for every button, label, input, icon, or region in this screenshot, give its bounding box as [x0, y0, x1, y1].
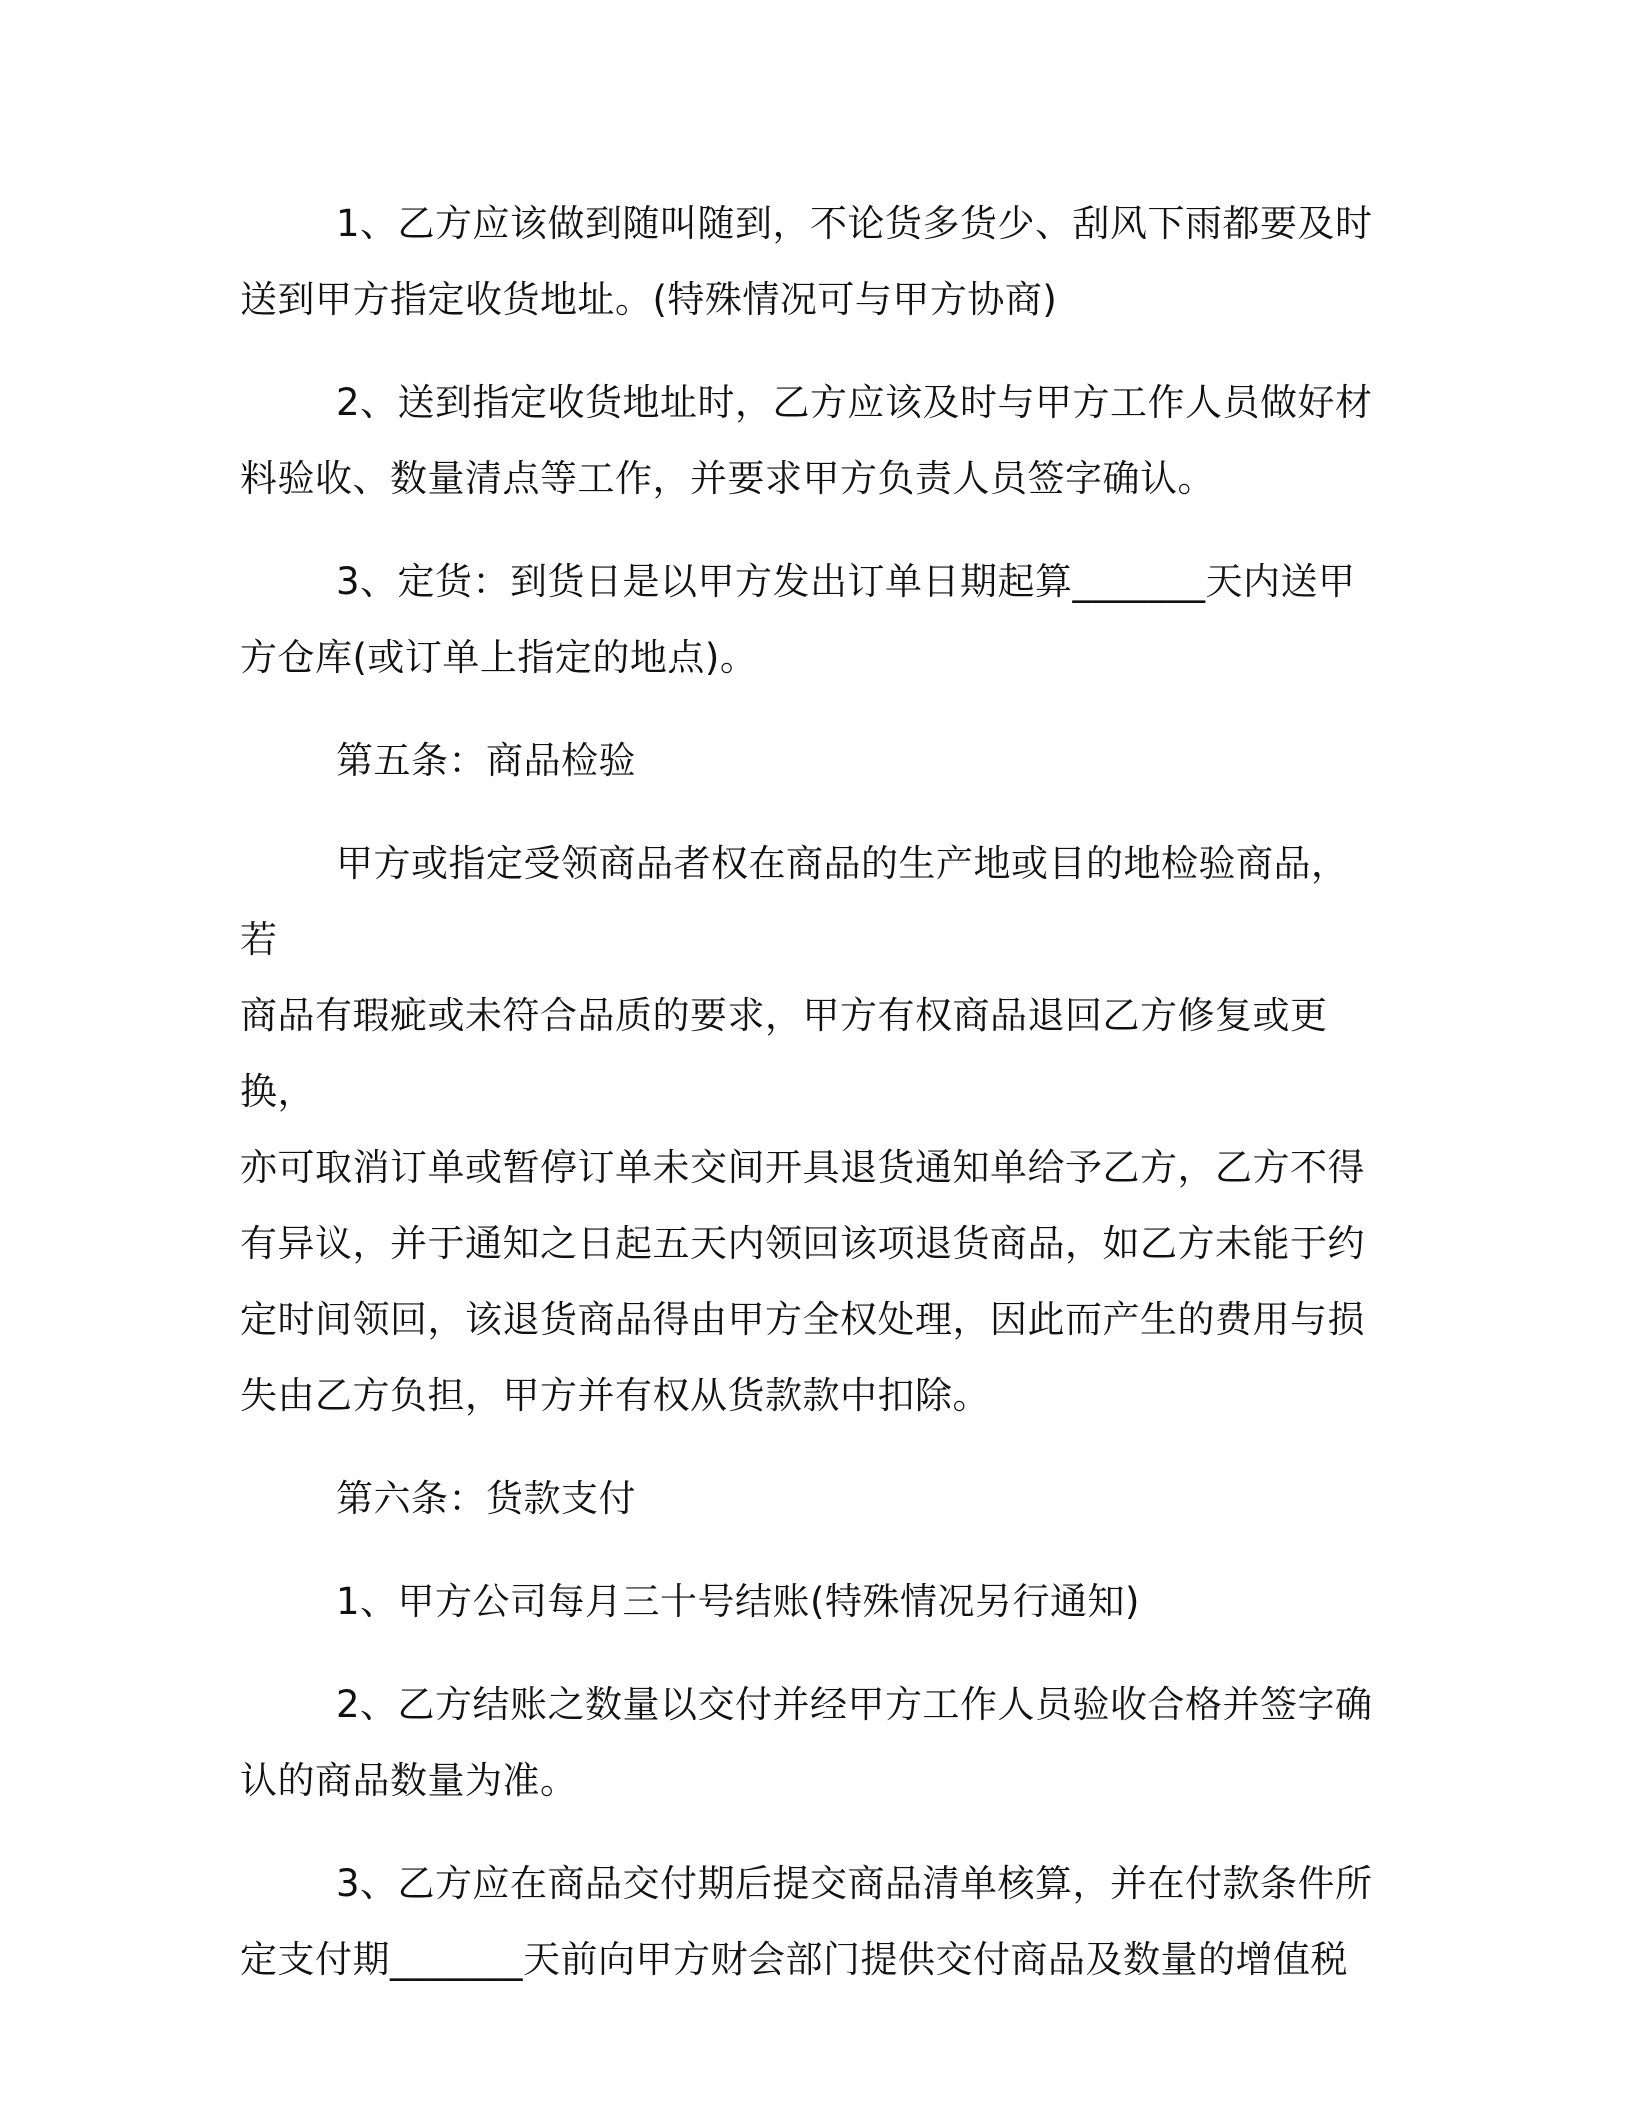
article-5-body: [240, 826, 1380, 1434]
text-line: 1、甲方公司每月三十号结账(特殊情况另行通知): [336, 1580, 1140, 1623]
text-line: 方仓库(或订单上指定的地点)。: [240, 636, 758, 679]
clause-3-order-lead-time: [240, 544, 1380, 696]
text-line: 定时间领回，该退货商品得由甲方全权处理，因此而产生的费用与损: [240, 1298, 1365, 1341]
text-line: 2、乙方结账之数量以交付并经甲方工作人员验收合格并签字确: [336, 1683, 1373, 1726]
text-line: 失由乙方负担，甲方并有权从货款款中扣除。: [240, 1374, 990, 1417]
text-line: 料验收、数量清点等工作，并要求甲方负责人员签字确认。: [240, 457, 1215, 500]
heading-text: 第六条：货款支付: [336, 1477, 636, 1520]
payment-clause-3: [240, 1846, 1380, 1998]
heading-text: 第五条：商品检验: [336, 739, 636, 782]
text-line: 1、乙方应该做到随叫随到，不论货多货少、刮风下雨都要及时: [336, 202, 1373, 245]
text-line: 定支付期_______天前向甲方财会部门提供交付商品及数量的增值税: [240, 1938, 1348, 1981]
text-line: 认的商品数量为准。: [240, 1759, 578, 1802]
article-5-heading: [240, 723, 1380, 799]
text-line: 2、送到指定收货地址时，乙方应该及时与甲方工作人员做好材: [336, 381, 1373, 424]
text-line: 3、定货：到货日是以甲方发出订单日期起算_______天内送甲: [336, 560, 1356, 603]
text-line: 商品有瑕疵或未符合品质的要求，甲方有权商品退回乙方修复或更换，: [240, 994, 1328, 1113]
document-body: [240, 186, 1380, 2025]
text-line: 甲方或指定受领商品者权在商品的生产地或目的地检验商品，若: [240, 842, 1349, 961]
payment-clause-1: [240, 1564, 1380, 1640]
text-line: 亦可取消订单或暂停订单未交间开具退货通知单给予乙方，乙方不得: [240, 1146, 1365, 1189]
payment-clause-2: [240, 1667, 1380, 1819]
text-line: 3、乙方应在商品交付期后提交商品清单核算，并在付款条件所: [336, 1862, 1373, 1905]
article-6-heading: [240, 1461, 1380, 1537]
text-line: 送到甲方指定收货地址。(特殊情况可与甲方协商): [240, 278, 1058, 321]
clause-2-inspection-signoff: [240, 365, 1380, 517]
clause-1-delivery-on-call: [240, 186, 1380, 338]
text-line: 有异议，并于通知之日起五天内领回该项退货商品，如乙方未能于约: [240, 1222, 1365, 1265]
